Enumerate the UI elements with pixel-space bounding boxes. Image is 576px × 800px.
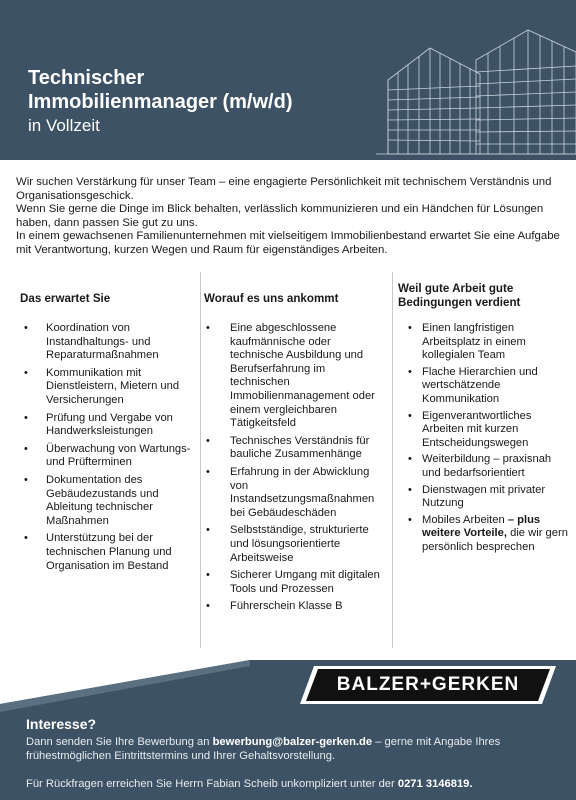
footer-text-part: Für Rückfragen erreichen Sie Herrn Fabian Scheib unkompliziert unter der	[26, 778, 398, 790]
benefits-column	[398, 272, 568, 648]
list-item: • Einen langfristigen Arbeitsplatz in einem kollegialen Team	[398, 322, 568, 363]
header-banner	[0, 0, 576, 160]
list-item: • Koordination von Instandhaltungs- und Reparaturmaßnahmen	[20, 322, 196, 363]
list-item: • Dienstwagen mit privater Nutzung	[398, 484, 568, 511]
list-item: • Weiterbildung – praxisnah und bedarfsorientiert	[398, 453, 568, 480]
company-logo	[300, 664, 556, 706]
benefit-text: die wir gern persönlich besprechen	[422, 527, 568, 553]
intro-text	[16, 176, 564, 258]
job-title-block	[28, 66, 292, 138]
job-title-line2: Immobilienmanager (m/w/d)	[28, 91, 293, 113]
tasks-column	[20, 272, 196, 648]
logo-wordmark: BALZER+GERKEN	[336, 674, 520, 695]
list-item: • Selbstständige, strukturierte und lösungsorientierte Arbeitsweise	[204, 524, 384, 565]
list-item: • Führerschein Klasse B	[204, 600, 384, 614]
column-divider	[392, 272, 393, 648]
requirements-list	[204, 322, 384, 614]
contact-phone[interactable]: 0271 3146819.	[397, 778, 473, 790]
job-title-line1: Technischer	[28, 67, 145, 89]
list-item: • Technisches Verständnis für bauliche Zusammenhänge	[204, 435, 384, 462]
list-item: • Erfahrung in der Abwicklung von Instandsetzungsmaßnahmen bei Gebäudeschäden	[204, 466, 384, 520]
list-item: • Unterstützung bei der technischen Planung und Organisation im Bestand	[20, 532, 196, 573]
benefits-heading: Weil gute Arbeit gute Bedingungen verdient	[398, 282, 521, 309]
application-email-link[interactable]: bewerbung@balzer-gerken.de	[212, 736, 373, 748]
benefit-emphasis: – plus weitere Vorteile,	[422, 513, 541, 540]
footer-text-part: – gerne mit Angabe Ihres frühestmöglichen Eintrittstermins und Ihrer Gehaltsvorstellung.	[26, 736, 501, 762]
intro-paragraph: Wir suchen Verstärkung für unser Team – eine engagierte Persönlichkeit mit technischem Verständnis und Organisationsgeschick.	[16, 176, 552, 202]
list-item: • Flache Hierarchien und wertschätzende Kommunikation	[398, 366, 568, 407]
list-item: • Überwachung von Wartungs- und Prüfterminen	[20, 443, 196, 470]
column-divider	[200, 272, 201, 648]
list-item: • Prüfung und Vergabe von Handwerksleistungen	[20, 412, 196, 439]
job-subtitle: in Vollzeit	[28, 116, 100, 135]
footer-text-part: Dann senden Sie Ihre Bewerbung an	[26, 736, 213, 748]
intro-paragraph: In einem gewachsenen Familienunternehmen mit vielseitigem Immobilienbestand erwartet Sie eine Aufgabe mit Verantwortung, kurzen Wegen und Raum für eigenständiges Arbeiten.	[16, 230, 560, 256]
benefit-text: Mobiles Arbeiten	[422, 513, 508, 526]
list-item: • Dokumentation des Gebäudezustands und Ableitung technischer Maßnahmen	[20, 474, 196, 528]
tasks-heading: Das erwartet Sie	[20, 292, 111, 305]
contact-info	[26, 777, 556, 791]
list-item: • Sicherer Umgang mit digitalen Tools und Prozessen	[204, 569, 384, 596]
list-item	[398, 514, 568, 555]
requirements-heading: Worauf es uns ankommt	[204, 292, 339, 305]
requirements-column	[204, 272, 384, 648]
tasks-list	[20, 322, 196, 573]
list-item: • Eine abgeschlossene kaufmännische oder technische Ausbildung und Berufserfahrung im technischen Immobilienmanagement oder einem vergleichbaren Tätigkeitsfeld	[204, 322, 384, 431]
job-details-columns	[0, 272, 576, 648]
list-item: • Eigenverantwortliches Arbeiten mit kurzen Entscheidungswegen	[398, 410, 568, 451]
list-item: • Kommunikation mit Dienstleistern, Mietern und Versicherungen	[20, 367, 196, 408]
footer-heading: Interesse?	[26, 716, 97, 732]
footer-contact-block	[26, 716, 556, 791]
intro-paragraph: Wenn Sie gerne die Dinge im Blick behalten, verlässlich kommunizieren und ein Händchen für Lösungen haben, dann passen Sie gut zu uns.	[16, 203, 544, 229]
application-instructions	[26, 735, 556, 763]
building-illustration	[376, 0, 576, 160]
benefits-list	[398, 322, 568, 555]
